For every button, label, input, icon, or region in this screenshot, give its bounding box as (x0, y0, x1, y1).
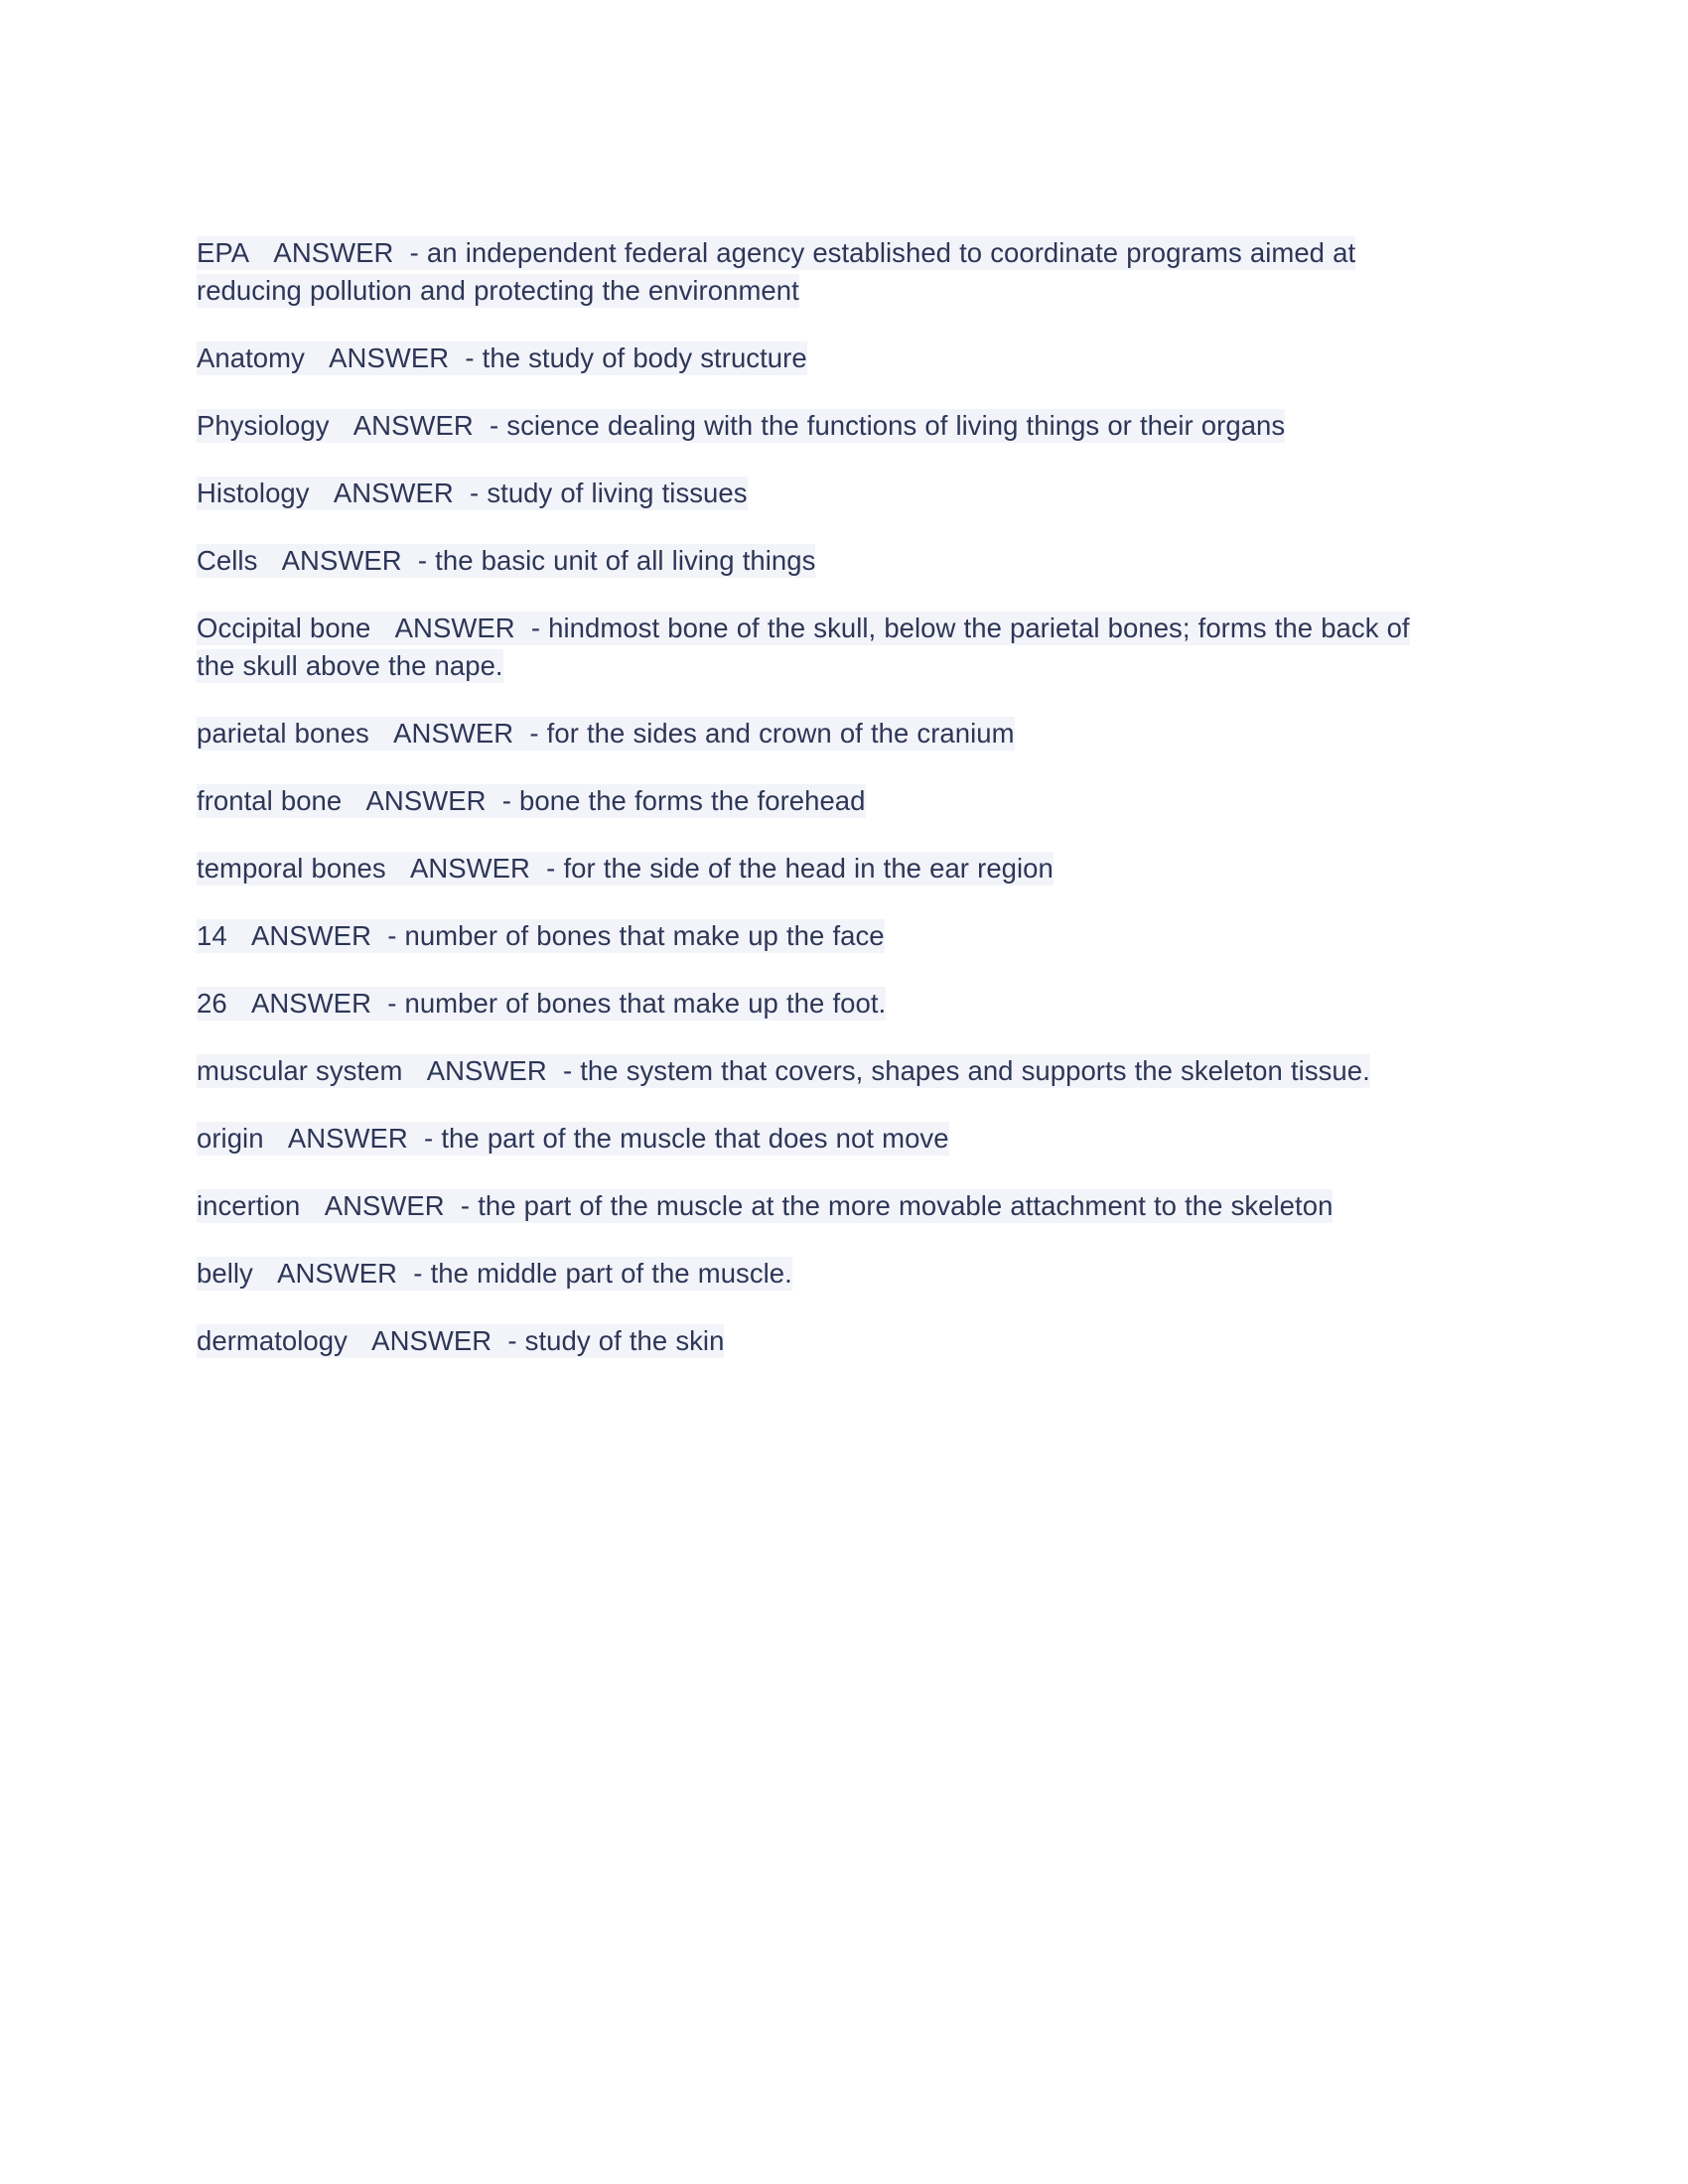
qa-definition: - the part of the muscle that does not move (424, 1123, 949, 1154)
qa-term: EPA (197, 237, 250, 268)
qa-entry (197, 1255, 1433, 1293)
qa-term: 26 (197, 988, 227, 1019)
qa-term: dermatology (197, 1325, 348, 1356)
answer-label: ANSWER (365, 785, 487, 816)
answer-definition-gap (397, 1258, 413, 1289)
term-answer-gap (227, 920, 251, 951)
qa-entry (197, 1187, 1433, 1225)
highlight-run (197, 1122, 949, 1156)
qa-entry (197, 715, 1433, 752)
highlight-run (197, 544, 815, 578)
answer-definition-gap (492, 1325, 507, 1356)
highlight-run (197, 477, 748, 510)
answer-label: ANSWER (250, 988, 371, 1019)
qa-definition: - the study of body structure (465, 342, 807, 373)
term-answer-gap (386, 853, 410, 884)
answer-label: ANSWER (409, 853, 530, 884)
term-answer-gap (369, 718, 393, 749)
highlight-run (197, 612, 1410, 683)
highlight-run (197, 409, 1285, 443)
qa-term: 14 (197, 920, 227, 951)
answer-label: ANSWER (281, 545, 402, 576)
answer-label: ANSWER (324, 1190, 445, 1221)
term-answer-gap (348, 1325, 371, 1356)
answer-definition-gap (474, 410, 490, 441)
highlight-run (197, 852, 1054, 886)
qa-term: temporal bones (197, 853, 386, 884)
answer-label: ANSWER (277, 1258, 398, 1289)
answer-label: ANSWER (287, 1123, 408, 1154)
qa-definition: - number of bones that make up the foot. (387, 988, 887, 1019)
qa-entry (197, 407, 1433, 445)
qa-term: Occipital bone (197, 613, 371, 643)
qa-definition: - for the side of the head in the ear region (546, 853, 1054, 884)
qa-definition: - science dealing with the functions of living things or their organs (489, 410, 1286, 441)
qa-definition: - the basic unit of all living things (417, 545, 816, 576)
qa-definition: - an independent federal agency established to coordinate programs aimed at reducing pollution and protecting the environment (197, 237, 1356, 306)
answer-definition-gap (402, 545, 418, 576)
answer-label: ANSWER (371, 1325, 492, 1356)
answer-definition-gap (454, 478, 470, 508)
answer-definition-gap (530, 853, 546, 884)
term-answer-gap (227, 988, 251, 1019)
term-answer-gap (330, 410, 353, 441)
qa-term: incertion (197, 1190, 301, 1221)
qa-term: frontal bone (197, 785, 343, 816)
term-answer-gap (253, 1258, 277, 1289)
qa-entry (197, 1322, 1433, 1360)
qa-term: Cells (197, 545, 258, 576)
qa-entry (197, 475, 1433, 512)
answer-label: ANSWER (393, 718, 514, 749)
qa-term: Physiology (197, 410, 330, 441)
qa-entry (197, 610, 1433, 685)
highlight-run (197, 1189, 1333, 1223)
answer-definition-gap (393, 237, 409, 268)
term-answer-gap (310, 478, 334, 508)
answer-label: ANSWER (333, 478, 454, 508)
answer-label: ANSWER (273, 237, 394, 268)
term-answer-gap (264, 1123, 288, 1154)
answer-label: ANSWER (329, 342, 450, 373)
qa-entry (197, 340, 1433, 377)
term-answer-gap (305, 342, 329, 373)
answer-definition-gap (408, 1123, 424, 1154)
answer-definition-gap (371, 988, 387, 1019)
highlight-run (197, 1324, 724, 1358)
qa-definition: - study of living tissues (470, 478, 748, 508)
term-answer-gap (249, 237, 273, 268)
term-answer-gap (402, 1055, 426, 1086)
highlight-run (197, 919, 885, 953)
highlight-run (197, 987, 886, 1021)
highlight-run (197, 784, 866, 818)
answer-label: ANSWER (352, 410, 474, 441)
qa-entry-list (197, 234, 1470, 1360)
qa-definition: - study of the skin (507, 1325, 725, 1356)
qa-entry (197, 985, 1433, 1023)
highlight-run (197, 236, 1355, 308)
highlight-run (197, 341, 807, 375)
qa-entry (197, 542, 1433, 580)
answer-definition-gap (449, 342, 465, 373)
qa-term: Histology (197, 478, 310, 508)
qa-term: origin (197, 1123, 264, 1154)
highlight-run (197, 1054, 1370, 1088)
term-answer-gap (370, 613, 394, 643)
qa-definition: - number of bones that make up the face (387, 920, 885, 951)
answer-definition-gap (487, 785, 502, 816)
highlight-run (197, 717, 1015, 751)
qa-entry (197, 850, 1433, 887)
qa-term: parietal bones (197, 718, 369, 749)
qa-entry (197, 1120, 1433, 1158)
qa-definition: - the part of the muscle at the more movable attachment to the skeleton (460, 1190, 1334, 1221)
term-answer-gap (342, 785, 365, 816)
qa-definition: - for the sides and crown of the cranium (529, 718, 1015, 749)
answer-label: ANSWER (394, 613, 515, 643)
qa-entry (197, 782, 1433, 820)
qa-definition: - the middle part of the muscle. (413, 1258, 792, 1289)
qa-definition: - bone the forms the forehead (501, 785, 866, 816)
highlight-run (197, 1257, 792, 1291)
answer-label: ANSWER (426, 1055, 547, 1086)
qa-entry (197, 917, 1433, 955)
answer-definition-gap (371, 920, 387, 951)
qa-term: belly (197, 1258, 253, 1289)
qa-definition: - the system that covers, shapes and supports the skeleton tissue. (562, 1055, 1370, 1086)
answer-definition-gap (547, 1055, 563, 1086)
answer-label: ANSWER (250, 920, 371, 951)
answer-definition-gap (515, 613, 531, 643)
qa-definition: - hindmost bone of the skull, below the parietal bones; forms the back of the skull above the nape. (197, 613, 1410, 681)
answer-definition-gap (445, 1190, 461, 1221)
term-answer-gap (300, 1190, 324, 1221)
term-answer-gap (257, 545, 281, 576)
qa-entry (197, 234, 1433, 310)
qa-term: Anatomy (197, 342, 305, 373)
qa-entry (197, 1052, 1433, 1090)
qa-term: muscular system (197, 1055, 403, 1086)
answer-definition-gap (513, 718, 529, 749)
